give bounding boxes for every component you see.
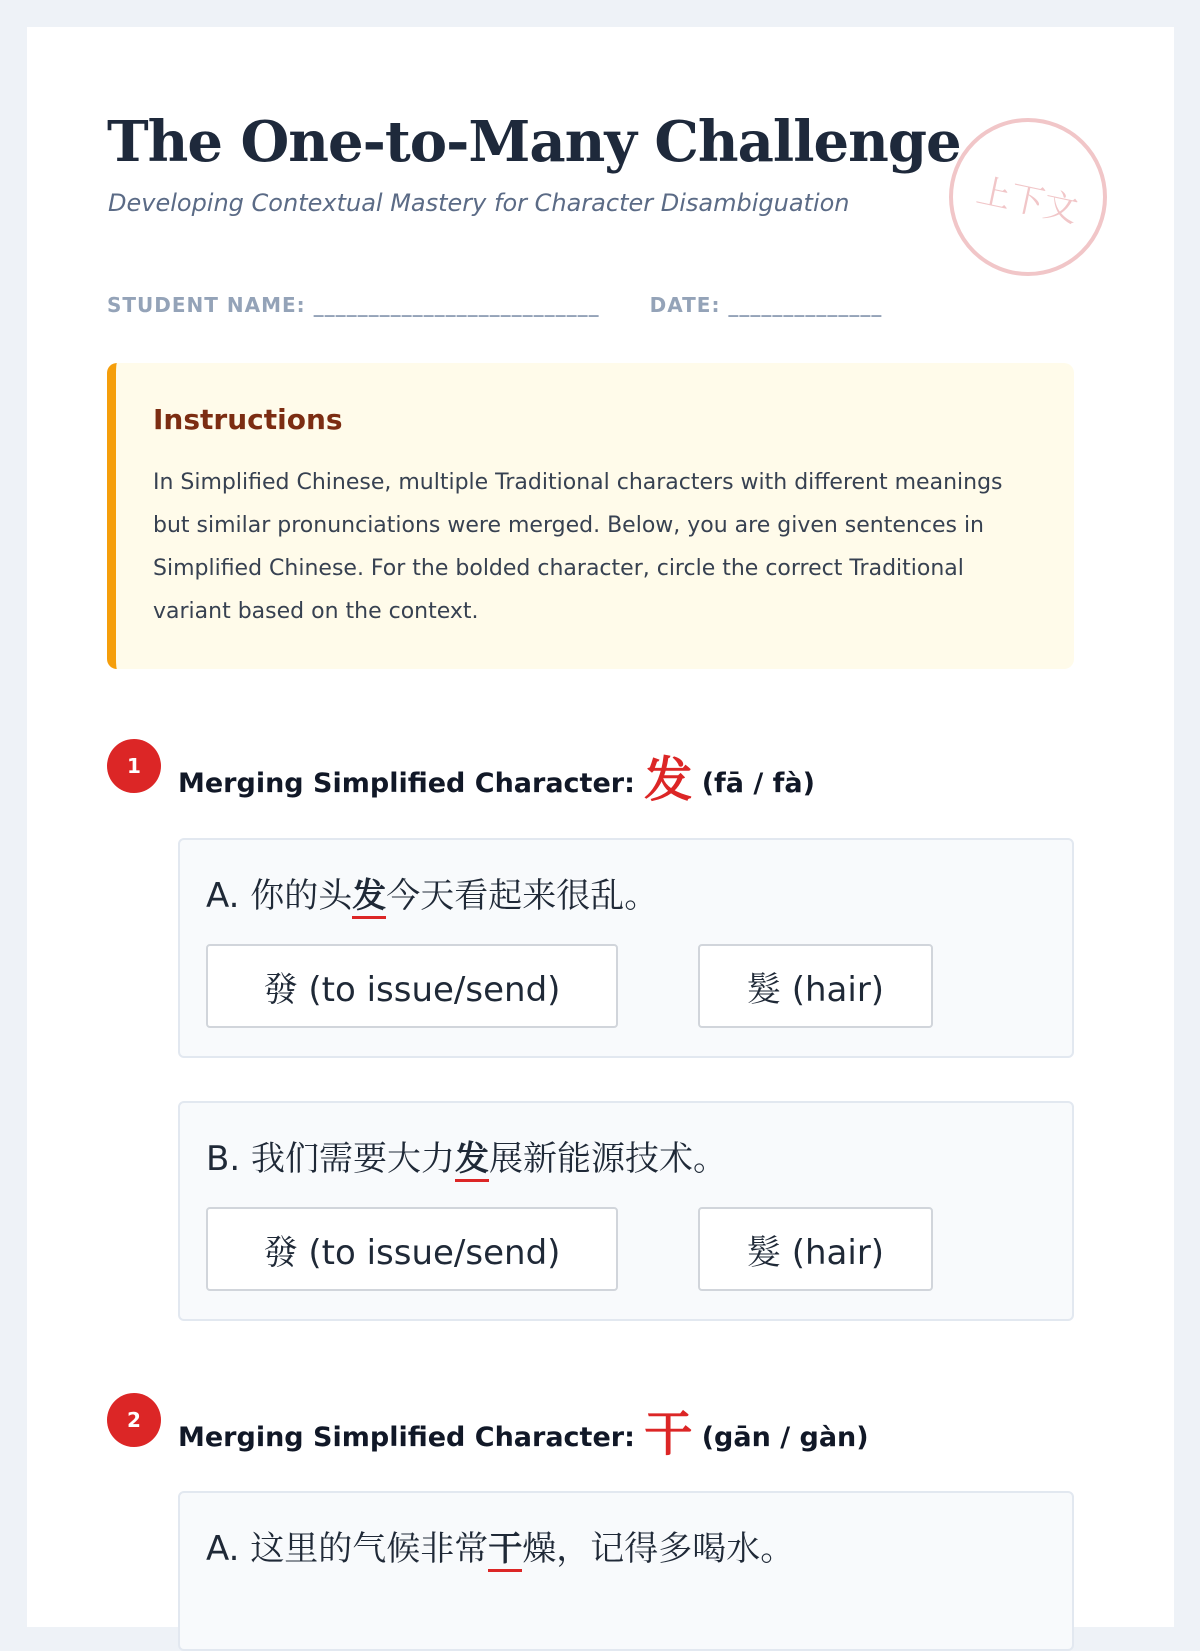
target-character: 干 — [488, 1529, 522, 1572]
target-character: 发 — [455, 1139, 489, 1182]
sentence-prefix: A. 你的头 — [206, 876, 353, 916]
sentence-prefix: A. 这里的气候非常 — [206, 1529, 489, 1569]
sentence — [206, 1521, 794, 1570]
question-heading — [178, 1395, 869, 1464]
question-number-badge: 2 — [107, 1393, 161, 1447]
question-heading-label: Merging Simplified Character: — [178, 768, 635, 799]
sentence-prefix: B. 我们需要大力 — [206, 1139, 455, 1179]
pinyin: (gān / gàn) — [701, 1422, 869, 1453]
question-card — [178, 838, 1074, 1058]
sentence-suffix: 今天看起来很乱。 — [386, 876, 659, 916]
target-character: 发 — [352, 876, 386, 919]
context-stamp — [949, 118, 1107, 276]
pinyin: (fā / fà) — [701, 768, 815, 799]
sentence-suffix: 燥，记得多喝水。 — [522, 1529, 795, 1569]
simplified-character: 干 — [644, 1406, 693, 1462]
page-subtitle: Developing Contextual Mastery for Character Disambiguation — [108, 189, 850, 217]
question-card — [178, 1491, 1074, 1651]
sentence-suffix: 展新能源技术。 — [488, 1139, 727, 1179]
instructions-box — [107, 363, 1074, 669]
instructions-body: In Simplified Chinese, multiple Traditional characters with different meanings but similar pronunciations were merged. Below, you are given sentences in Simplified Chinese. For the bolded character, circle the correct Traditional variant based on the context. — [153, 470, 1003, 624]
question-heading-label: Merging Simplified Character: — [178, 1422, 635, 1453]
simplified-character: 发 — [644, 752, 693, 808]
option-fa-hair[interactable]: 髮 (hair) — [698, 1207, 933, 1291]
question-heading — [178, 741, 815, 810]
worksheet — [27, 27, 1174, 1627]
stamp-text: 上下文 — [973, 170, 1082, 231]
question-card — [178, 1101, 1074, 1321]
question-number-badge: 1 — [107, 739, 161, 793]
student-fields — [107, 293, 882, 317]
student-name-field: STUDENT NAME: __________________________ — [107, 293, 600, 317]
option-fa-issue[interactable]: 發 (to issue/send) — [206, 1207, 618, 1291]
sentence — [206, 868, 658, 917]
sentence — [206, 1131, 727, 1180]
date-field: DATE: ______________ — [649, 293, 883, 317]
option-fa-issue[interactable]: 發 (to issue/send) — [206, 944, 618, 1028]
page-title: The One-to-Many Challenge — [107, 109, 961, 175]
instructions-title: Instructions — [153, 403, 343, 436]
option-fa-hair[interactable]: 髮 (hair) — [698, 944, 933, 1028]
